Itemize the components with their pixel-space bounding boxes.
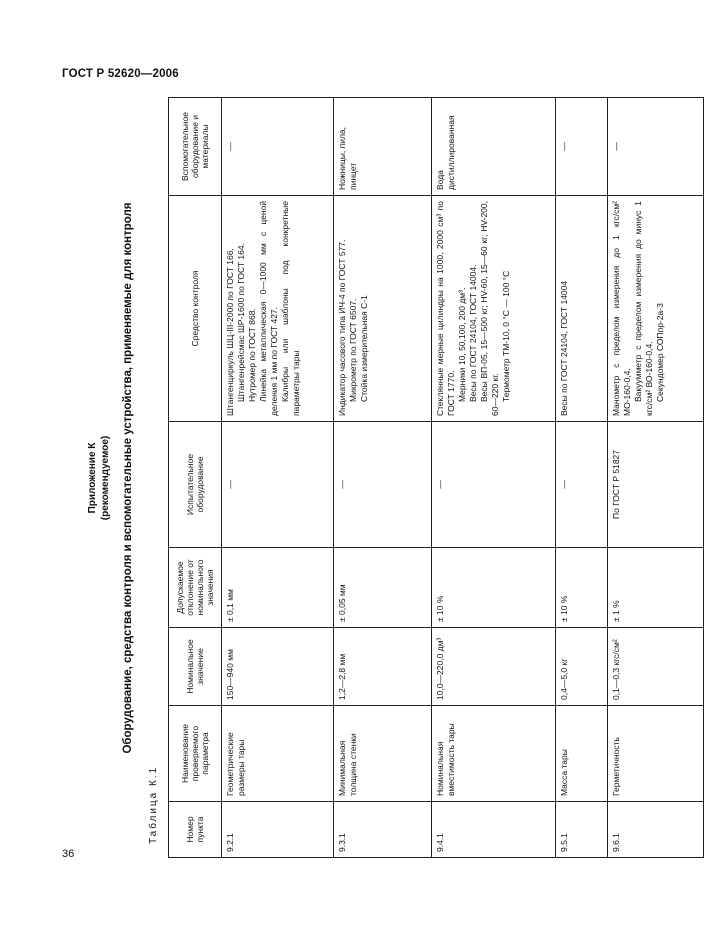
tool-line: Манометр с пределом измерения до 1 кгс/см² МО-160-0,4. — [611, 201, 632, 416]
cell-number: 9.5.1 — [556, 802, 608, 858]
document-header: ГОСТ Р 52620—2006 — [62, 68, 179, 80]
page-number: 36 — [62, 848, 75, 860]
col-header-deviation: Допускаемое отклонение от номинального значения — [169, 548, 222, 628]
annex-status-line: (рекомендуемое) — [100, 435, 111, 521]
tool-line: Калибры или шаблоны под конкретные параметры тары — [280, 201, 301, 416]
cell-nominal: 10,0—220,0 дм³ — [432, 628, 556, 706]
tool-line: Микрометр по ГОСТ 6507. — [348, 298, 358, 402]
col-header-parameter: Наименование проверяемого параметра — [169, 706, 222, 802]
cell-number: 9.4.1 — [432, 802, 556, 858]
equipment-table — [168, 97, 704, 858]
table-row — [556, 98, 608, 858]
table-header-row — [169, 98, 222, 858]
tool-line: Штангенциркуль ШЦ-III-2000 по ГОСТ 166. — [225, 248, 235, 416]
cell-number: 9.3.1 — [334, 802, 432, 858]
cell-nominal: 1,2—2,8 мм — [334, 628, 432, 706]
cell-parameter: Герметичность — [608, 706, 704, 802]
tool-line: Секундомер СОПпр-2а-3 — [655, 303, 665, 402]
cell-aux: — — [556, 98, 608, 196]
cell-tools — [556, 196, 608, 422]
cell-nominal: 0,1—0,3 кгс/см² — [608, 628, 704, 706]
cell-equipment: — — [432, 422, 556, 548]
cell-deviation: ± 0,05 мм — [334, 548, 432, 628]
tool-line: Стойка измерительная С-1 — [359, 295, 369, 402]
cell-number: 9.6.1 — [608, 802, 704, 858]
col-header-aux: Вспомогательное оборудование и материалы — [169, 98, 222, 196]
cell-deviation: ± 1 % — [608, 548, 704, 628]
table-row — [608, 98, 704, 858]
tool-line: Индикатор часового типа ИЧ-4 по ГОСТ 577. — [337, 239, 347, 416]
cell-parameter: Геометрические размеры тары — [222, 706, 334, 802]
tool-line: Термометр ТМ-10, 0 °С — 100 °С — [501, 270, 511, 402]
tool-line: Нутромер по ГОСТ 868. — [247, 308, 257, 402]
col-header-nominal: Номинальное значение — [169, 628, 222, 706]
cell-nominal: 150—940 мм — [222, 628, 334, 706]
cell-equipment: — — [556, 422, 608, 548]
cell-tools — [222, 196, 334, 422]
rotated-landscape-block — [86, 98, 665, 858]
cell-parameter: Номинальная вместимость тары — [432, 706, 556, 802]
cell-deviation: ± 10 % — [556, 548, 608, 628]
col-header-equipment: Испытательное оборудование — [169, 422, 222, 548]
cell-equipment: — — [334, 422, 432, 548]
cell-equipment: По ГОСТ Р 51827 — [608, 422, 704, 548]
tool-line: Линейка металлическая 0—1000 мм с ценой деления 1 мм по ГОСТ 427. — [258, 201, 279, 416]
table-main-title: Оборудование, средства контроля и вспомогательные устройства, применяемые для контроля — [122, 202, 134, 754]
cell-equipment: — — [222, 422, 334, 548]
cell-parameter: Масса тары — [556, 706, 608, 802]
cell-aux: — — [608, 98, 704, 196]
cell-number: 9.2.1 — [222, 802, 334, 858]
cell-aux: — — [222, 98, 334, 196]
annex-title-line: Приложение К — [87, 442, 98, 514]
tool-line: Вакуумметр с пределом измерения до минус 1 кгс/см² ВО-160-0,4. — [633, 201, 654, 416]
cell-deviation: ± 0,1 мм — [222, 548, 334, 628]
table-label: Таблица К.1 — [148, 765, 159, 844]
cell-tools — [432, 196, 556, 422]
cell-tools — [334, 196, 432, 422]
cell-parameter: Минимальная толщина стенки — [334, 706, 432, 802]
table-row — [222, 98, 334, 858]
tool-line: Весы по ГОСТ 24104, ГОСТ 14004 — [559, 280, 569, 416]
cell-aux: Ножницы, пила, пинцет — [334, 98, 432, 196]
tool-line: Весы по ГОСТ 24104, ГОСТ 14004. — [468, 264, 478, 402]
table-row — [334, 98, 432, 858]
cell-aux: Вода дистиллированная — [432, 98, 556, 196]
tool-line: Мерники 10, 50,100, 200 дм³. — [457, 287, 467, 402]
table-row — [432, 98, 556, 858]
tool-line: Стеклянные мерные цилиндры на 1000, 2000 см³ по ГОСТ 1770. — [435, 201, 456, 416]
col-header-number: Номер пункта — [169, 802, 222, 858]
tool-line: Весы ВП-05, 15—500 кг; HV-60, 15—60 кг; HV-200, 60—220 кг. — [479, 201, 500, 416]
cell-tools — [608, 196, 704, 422]
cell-deviation: ± 10 % — [432, 548, 556, 628]
cell-nominal: 0,4—5,0 кг — [556, 628, 608, 706]
tool-line: Штангенрейсмас ШР-1600 по ГОСТ 164. — [236, 243, 246, 402]
annex-title — [86, 98, 112, 858]
col-header-tools: Средство контроля — [169, 196, 222, 422]
